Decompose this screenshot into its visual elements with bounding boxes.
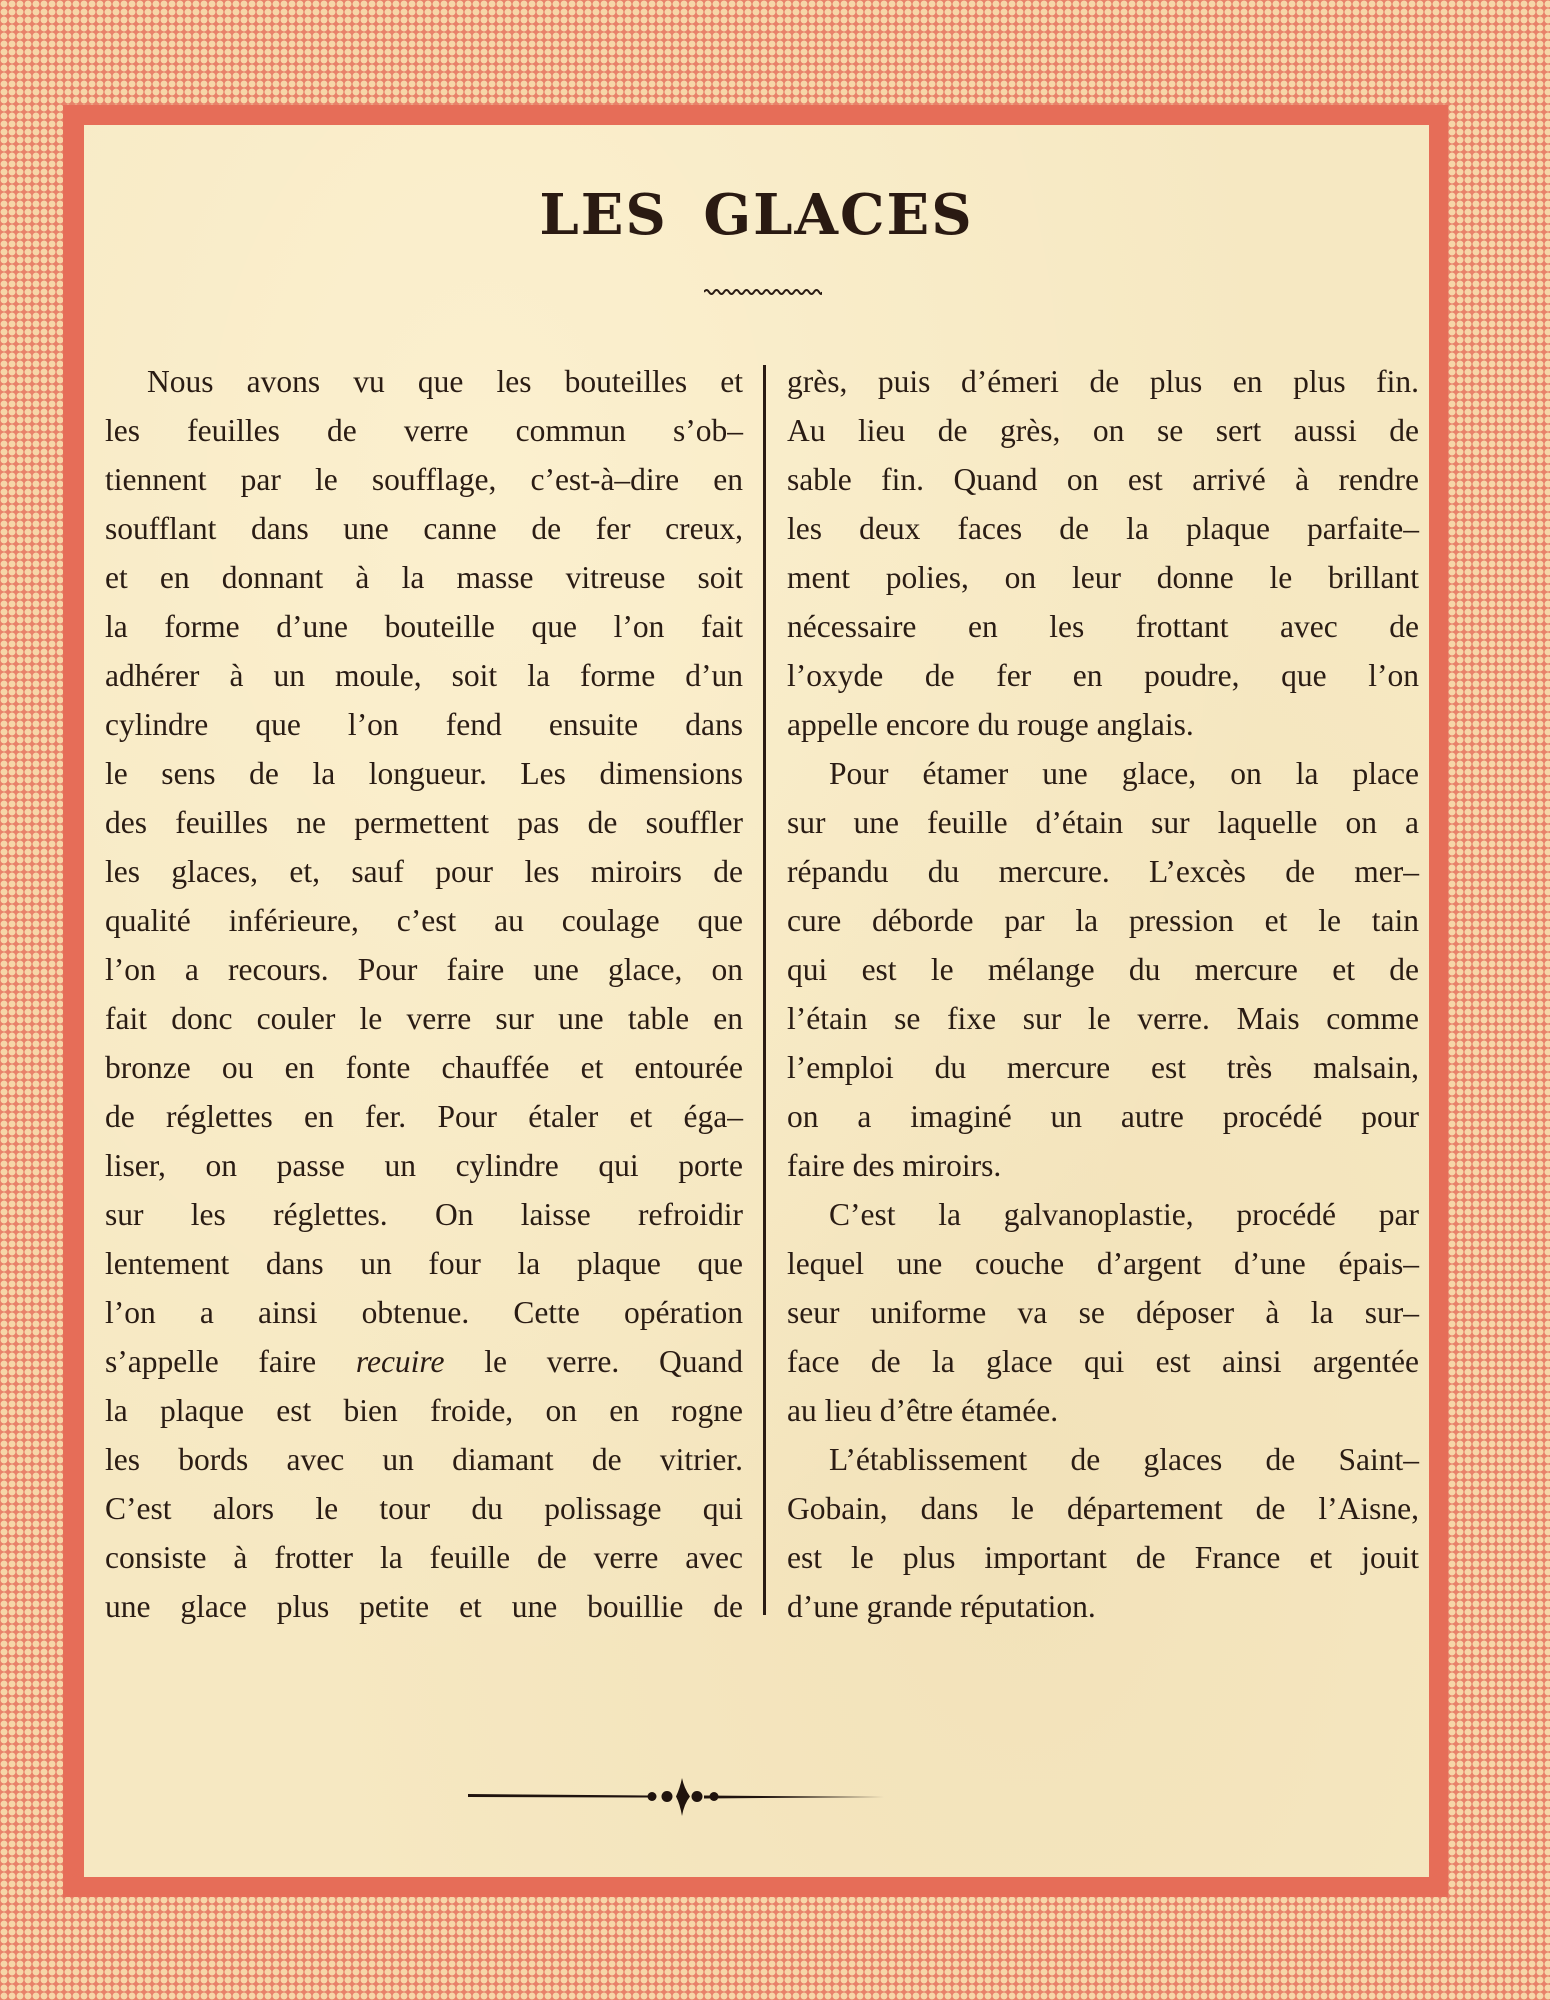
text-line: C’est la galvanoplastie, procédé par [829,1197,1419,1232]
text-line: on a imaginé un autre procédé pour [787,1099,1419,1134]
text-line: sable fin. Quand on est arrivé à rendre [787,462,1419,497]
text-line: lequel une couche d’argent d’une épais– [787,1246,1419,1281]
column-divider [763,365,766,1615]
right-column [787,357,1419,1631]
text-line: grès, puis d’émeri de plus en plus fin. [787,364,1419,399]
text-line: L’établissement de glaces de Saint– [829,1442,1419,1477]
text-segment: s’appelle faire [105,1344,356,1379]
text-line: lentement dans un four la plaque que [105,1246,743,1281]
text-line: tiennent par le soufflage, c’est-à–dire en [105,462,743,497]
page-title: LES GLACES [539,182,974,248]
text-segment: le verre. Quand [444,1344,744,1379]
text-line: Au lieu de grès, on se sert aussi de [787,413,1419,448]
wavy-rule-icon [704,288,822,296]
text-line: l’on a recours. Pour faire une glace, on [105,952,743,987]
text-line: liser, on passe un cylindre qui porte [105,1148,743,1183]
text-line: cure déborde par la pression et le tain [787,903,1419,938]
text-line: faire des miroirs. [787,1148,1002,1183]
text-line: consiste à frotter la feuille de verre avec [105,1540,743,1575]
text-line: face de la glace qui est ainsi argentée [787,1344,1419,1379]
fleuron-divider-icon [468,1776,884,1816]
text-line: les feuilles de verre commun s’ob– [105,413,743,448]
text-line: Gobain, dans le département de l’Aisne, [787,1491,1419,1526]
text-line: l’emploi du mercure est très malsain, [787,1050,1419,1085]
text-line: qualité inférieure, c’est au coulage que [105,903,743,938]
text-line: les bords avec un diamant de vitrier. [105,1442,743,1477]
text-line: cylindre que l’on fend ensuite dans [105,707,743,742]
text-line: Pour étamer une glace, on la place [829,756,1419,791]
text-line: les deux faces de la plaque parfaite– [787,511,1419,546]
text-line: la plaque est bien froide, on en rogne [105,1393,743,1428]
text-line: ment polies, on leur donne le brillant [787,560,1419,595]
text-line: la forme d’une bouteille que l’on fait [105,609,743,644]
text-line: soufflant dans une canne de fer creux, [105,511,743,546]
text-line: d’une grande réputation. [787,1589,1096,1624]
text-line: l’oxyde de fer en poudre, que l’on [787,658,1419,693]
page-sheet [84,125,1429,1877]
text-line: adhérer à un moule, soit la forme d’un [105,658,743,693]
text-line: qui est le mélange du mercure et de [787,952,1419,987]
text-line [105,1337,743,1386]
left-column [105,357,743,1631]
text-line: et en donnant à la masse vitreuse soit [105,560,743,595]
text-line: des feuilles ne permettent pas de souffler [105,805,743,840]
text-line: l’on a ainsi obtenue. Cette opération [105,1295,743,1330]
text-line: bronze ou en fonte chauffée et entourée [105,1050,743,1085]
text-line: sur les réglettes. On laisse refroidir [105,1197,743,1232]
text-line: est le plus important de France et jouit [787,1540,1419,1575]
text-line: nécessaire en les frottant avec de [787,609,1419,644]
text-line: répandu du mercure. L’excès de mer– [787,854,1419,889]
text-line: C’est alors le tour du polissage qui [105,1491,743,1526]
text-line: une glace plus petite et une bouillie de [105,1589,743,1624]
text-line: l’étain se fixe sur le verre. Mais comme [787,1001,1419,1036]
text-line: sur une feuille d’étain sur laquelle on a [787,805,1419,840]
text-line: Nous avons vu que les bouteilles et [147,364,743,399]
text-line: de réglettes en fer. Pour étaler et éga– [105,1099,743,1134]
text-line: les glaces, et, sauf pour les miroirs de [105,854,743,889]
italic-term: recuire [355,1344,445,1379]
text-line: appelle encore du rouge anglais. [787,707,1194,742]
text-line: au lieu d’être étamée. [787,1393,1059,1428]
text-line: seur uniforme va se déposer à la sur– [787,1295,1419,1330]
text-line: le sens de la longueur. Les dimensions [105,756,743,791]
text-line: fait donc couler le verre sur une table en [105,1001,743,1036]
